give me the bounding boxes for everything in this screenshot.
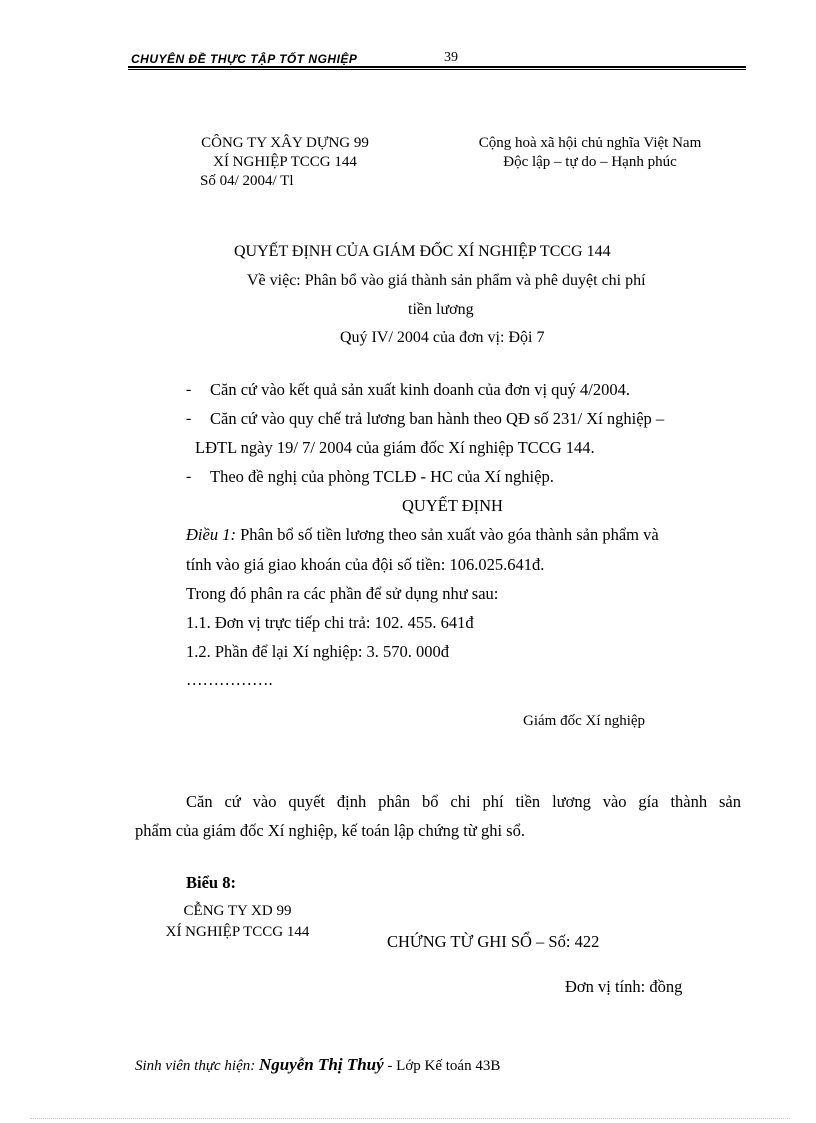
ground-3-dash: -	[186, 468, 192, 485]
signature-title: Giám đốc Xí nghiệp	[523, 713, 646, 729]
article-1-line1	[186, 525, 659, 545]
breakdown-intro: Trong đó phân ra các phần để sử dụng như sau:	[186, 584, 499, 603]
running-header-title: CHUYÊN ĐỀ THỰC TẬP TỐT NGHIỆP	[131, 52, 358, 66]
header-rule-thin	[128, 69, 746, 70]
ellipsis: …………….	[186, 670, 273, 689]
ground-2-dash: -	[186, 410, 192, 427]
page-number: 39	[444, 50, 458, 65]
footer-class: - Lớp Kế toán 43B	[383, 1058, 501, 1074]
article-1-line2: tính vào giá giao khoán của đội số tiền: 106.025.641đ.	[186, 555, 545, 574]
form-company	[140, 901, 335, 943]
national-title: Cộng hoà xã hội chủ nghĩa Việt Nam	[478, 135, 702, 151]
org-left-enterprise: XÍ NGHIỆP TCCG 144	[213, 154, 357, 170]
org-left-block	[170, 134, 400, 191]
decide-heading: QUYẾT ĐỊNH	[402, 496, 503, 515]
national-motto: Độc lập – tự do – Hạnh phúc	[503, 154, 677, 170]
org-right-block	[452, 134, 728, 172]
decision-subject-line2: tiền lương	[408, 301, 474, 318]
form-unit: Đơn vị tính: đồng	[565, 977, 683, 996]
ground-2-text: Căn cứ vào quy chế trả lương ban hành theo QĐ số 231/ Xí nghiệp –	[210, 409, 665, 428]
decision-subject-line1: Về việc: Phân bổ vào giá thành sản phẩm và phê duyệt chi phí	[247, 272, 646, 289]
form-company-line1: CỄNG TY XD 99	[183, 903, 292, 919]
org-left-doc-number: Số 04/ 2004/ Tl	[200, 173, 294, 189]
paragraph-line2: phẩm của giám đốc Xí nghiệp, kế toán lập chứng từ ghi sổ.	[135, 821, 525, 840]
decision-title: QUYẾT ĐỊNH CỦA GIÁM ĐỐC XÍ NGHIỆP TCCG 144	[234, 243, 611, 260]
header-rule-thick	[128, 66, 746, 68]
footer-student-name: Nguyễn Thị Thuý	[258, 1055, 384, 1074]
form-label: Biểu 8:	[186, 873, 236, 892]
footer-prefix: Sinh viên thực hiện:	[135, 1058, 259, 1074]
article-1-text: Phân bổ số tiền lương theo sản xuất vào góa thành sản phẩm và	[235, 525, 659, 544]
breakdown-item-2: 1.2. Phần để lại Xí nghiệp: 3. 570. 000đ	[186, 642, 450, 661]
ground-1-text: Căn cứ vào kết quả sản xuất kinh doanh của đơn vị quý 4/2004.	[210, 380, 631, 399]
article-1-label: Điều 1:	[186, 525, 236, 544]
paragraph-line1: Căn cứ vào quyết định phân bổ chi phí tiền lương vào gía thành sản	[186, 792, 741, 811]
bottom-dotted-line	[30, 1118, 790, 1119]
form-company-line2: XÍ NGHIỆP TCCG 144	[165, 924, 310, 940]
ground-3-text: Theo đề nghị của phòng TCLĐ - HC của Xí nghiệp.	[210, 467, 554, 486]
ground-2-continuation: LĐTL ngày 19/ 7/ 2004 của giám đốc Xí nghiệp TCCG 144.	[195, 438, 595, 457]
footer-credit	[135, 1055, 500, 1075]
form-title: CHỨNG TỪ GHI SỔ – Số: 422	[387, 932, 600, 951]
ground-1-dash: -	[186, 381, 192, 398]
org-left-company: CÔNG TY XÂY DỰNG 99	[201, 135, 369, 151]
breakdown-item-1: 1.1. Đơn vị trực tiếp chi trả: 102. 455. 641đ	[186, 613, 474, 632]
decision-subject-line3: Quý IV/ 2004 của đơn vị: Đội 7	[340, 329, 545, 346]
